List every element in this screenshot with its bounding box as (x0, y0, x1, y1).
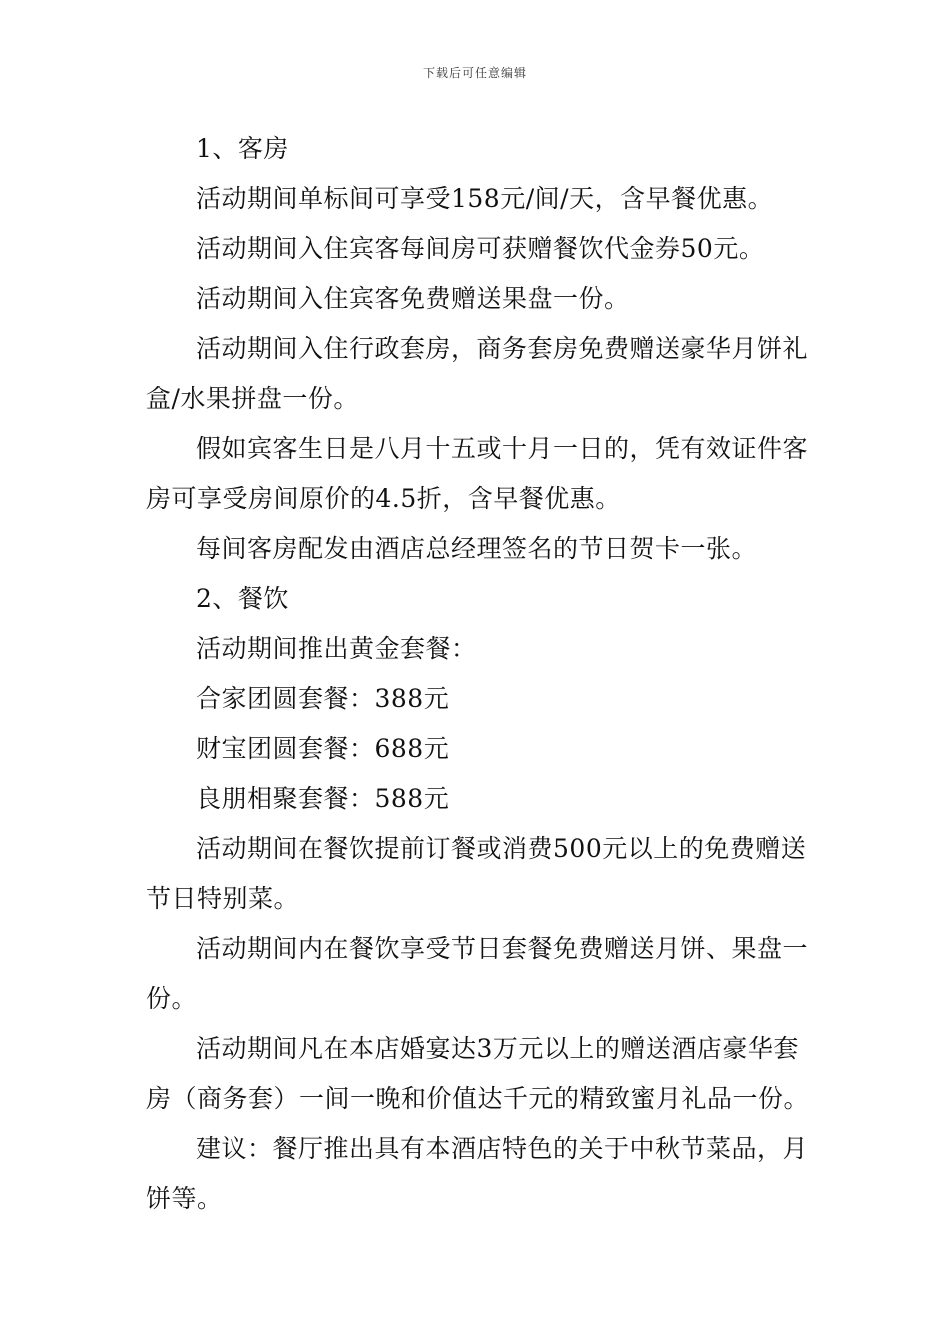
paragraph: 活动期间凡在本店婚宴达3万元以上的赠送酒店豪华套房（商务套）一间一晚和价值达千元的精致蜜月礼品一份。 (146, 1034, 810, 1113)
set-menu-item: 良朋相聚套餐：588元 (196, 784, 450, 813)
paragraph: 活动期间内在餐饮享受节日套餐免费赠送月饼、果盘一份。 (146, 934, 809, 1013)
paragraph: 活动期间单标间可享受158元/间/天，含早餐优惠。 (196, 184, 774, 213)
paragraph: 活动期间入住宾客每间房可获赠餐饮代金券50元。 (196, 234, 765, 263)
suggestion-paragraph: 建议：餐厅推出具有本酒店特色的关于中秋节菜品，月饼等。 (146, 1134, 809, 1213)
set-menu-item: 财宝团圆套餐：688元 (196, 734, 450, 763)
paragraph: 活动期间在餐饮提前订餐或消费500元以上的免费赠送节日特别菜。 (146, 834, 807, 913)
page-header: 下载后可任意编辑 (422, 66, 527, 80)
set-menu-item: 合家团圆套餐：388元 (196, 684, 450, 713)
document-body (146, 124, 811, 1224)
paragraph: 每间客房配发由酒店总经理签名的节日贺卡一张。 (196, 534, 758, 563)
section-heading-rooms: 1、客房 (196, 134, 289, 163)
paragraph: 活动期间推出黄金套餐： (196, 634, 477, 663)
paragraph: 活动期间入住行政套房，商务套房免费赠送豪华月饼礼盒/水果拼盘一份。 (146, 334, 809, 413)
paragraph: 活动期间入住宾客免费赠送果盘一份。 (196, 284, 630, 313)
section-heading-dining: 2、餐饮 (196, 584, 289, 613)
paragraph: 假如宾客生日是八月十五或十月一日的，凭有效证件客房可享受房间原价的4.5折，含早餐优惠。 (146, 434, 809, 513)
